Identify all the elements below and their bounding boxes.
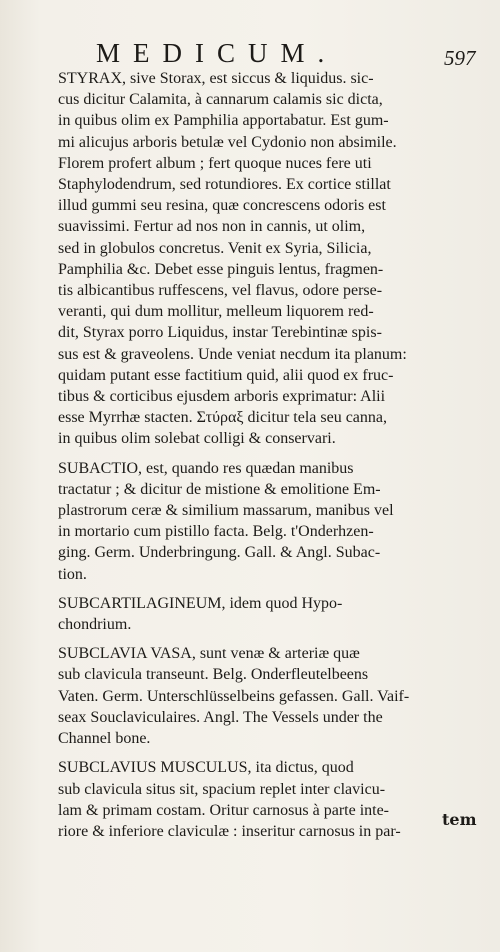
text-line: chondrium.: [58, 616, 132, 634]
running-head: MEDICUM.: [96, 38, 338, 68]
dictionary-body: [58, 68, 470, 850]
text-line: Florem profert album ; fert quoque nuces fere uti: [58, 154, 372, 172]
text-line: tibus & corticibus ejusdem arboris exprimatur: Alii: [58, 388, 386, 406]
text-line: esse Myrrhæ stacten. Στύραξ dicitur tela seu canna,: [58, 409, 387, 427]
text-line: Pamphilia &c. Debet esse pinguis lentus, fragmen-: [58, 260, 384, 278]
entry-styrax: [58, 68, 470, 450]
text-line: riore & inferiore claviculæ : inseritur carnosus in par-: [58, 822, 401, 840]
entry-subactio: [58, 458, 470, 585]
text-line: in quibus olim solebat colligi & conservari.: [58, 430, 336, 448]
text-line: sus est & graveolens. Unde veniat necdum ita planum:: [58, 345, 407, 363]
text-line: sub clavicula situs sit, spacium replet inter clavicu-: [58, 780, 386, 798]
text-line: suavissimi. Fertur ad nos non in cannis, ut olim,: [58, 218, 366, 236]
text-line: in quibus olim ex Pamphilia apportabatur. Est gum-: [58, 112, 389, 130]
text-line: STYRAX, sive Storax, est siccus & liquidus. sic-: [58, 70, 374, 87]
text-line: mi alicujus arboris betulæ vel Cydonio non absimile.: [58, 133, 397, 151]
text-line: cus dicitur Calamita, à cannarum calamis sic dicta,: [58, 91, 383, 109]
text-line: plastrorum ceræ & similium massarum, manibus vel: [58, 502, 394, 520]
text-line: tion.: [58, 565, 87, 583]
text-line: dit, Styrax porro Liquidus, instar Terebintinæ spis-: [58, 324, 382, 342]
text-line: Staphylodendrum, sed rotundiores. Ex cortice stillat: [58, 176, 391, 194]
text-line: tractatur ; & dicitur de mistione & emolitione Em-: [58, 480, 381, 498]
text-line: SUBCLAVIA VASA, sunt venæ & arteriæ quæ: [58, 645, 360, 663]
text-line: illud gummi seu resina, quæ concrescens odoris est: [58, 197, 386, 215]
text-line: in mortario cum pistillo facta. Belg. t'Onderhzen-: [58, 523, 374, 541]
text-line: lam & primam costam. Oritur carnosus à parte inte-: [58, 801, 390, 819]
page-number: 597: [444, 46, 476, 70]
catchword: tem: [442, 810, 477, 829]
text-line: sub clavicula transeunt. Belg. Onderfleutelbeens: [58, 666, 369, 684]
text-line: SUBACTIO, est, quando res quædan manibus: [58, 459, 354, 477]
text-line: SUBCLAVIUS MUSCULUS, ita dictus, quod: [58, 759, 354, 777]
text-line: ging. Germ. Underbringung. Gall. & Angl. Subac-: [58, 544, 381, 562]
text-line: sed in globulos concretus. Venit ex Syria, Silicia,: [58, 239, 372, 257]
text-line: Vaten. Germ. Unterschlüsselbeins gefassen. Gall. Vaif-: [58, 687, 410, 705]
text-line: Channel bone.: [58, 730, 151, 748]
text-line: seax Souclaviculaires. Angl. The Vessels under the: [58, 708, 383, 726]
page-header: [0, 38, 500, 68]
entry-subcartilagineum: [58, 593, 470, 635]
entry-subclavius-musculus: [58, 757, 470, 842]
text-line: tis albicantibus ruffescens, vel flavus, odore perse-: [58, 282, 383, 300]
text-line: quidam putant esse factitium quid, alii quod ex fruc-: [58, 366, 394, 384]
entry-subclavia-vasa: [58, 643, 470, 749]
text-line: SUBCARTILAGINEUM, idem quod Hypo-: [58, 594, 343, 612]
text-line: veranti, qui dum mollitur, melleum liquorem red-: [58, 303, 374, 321]
